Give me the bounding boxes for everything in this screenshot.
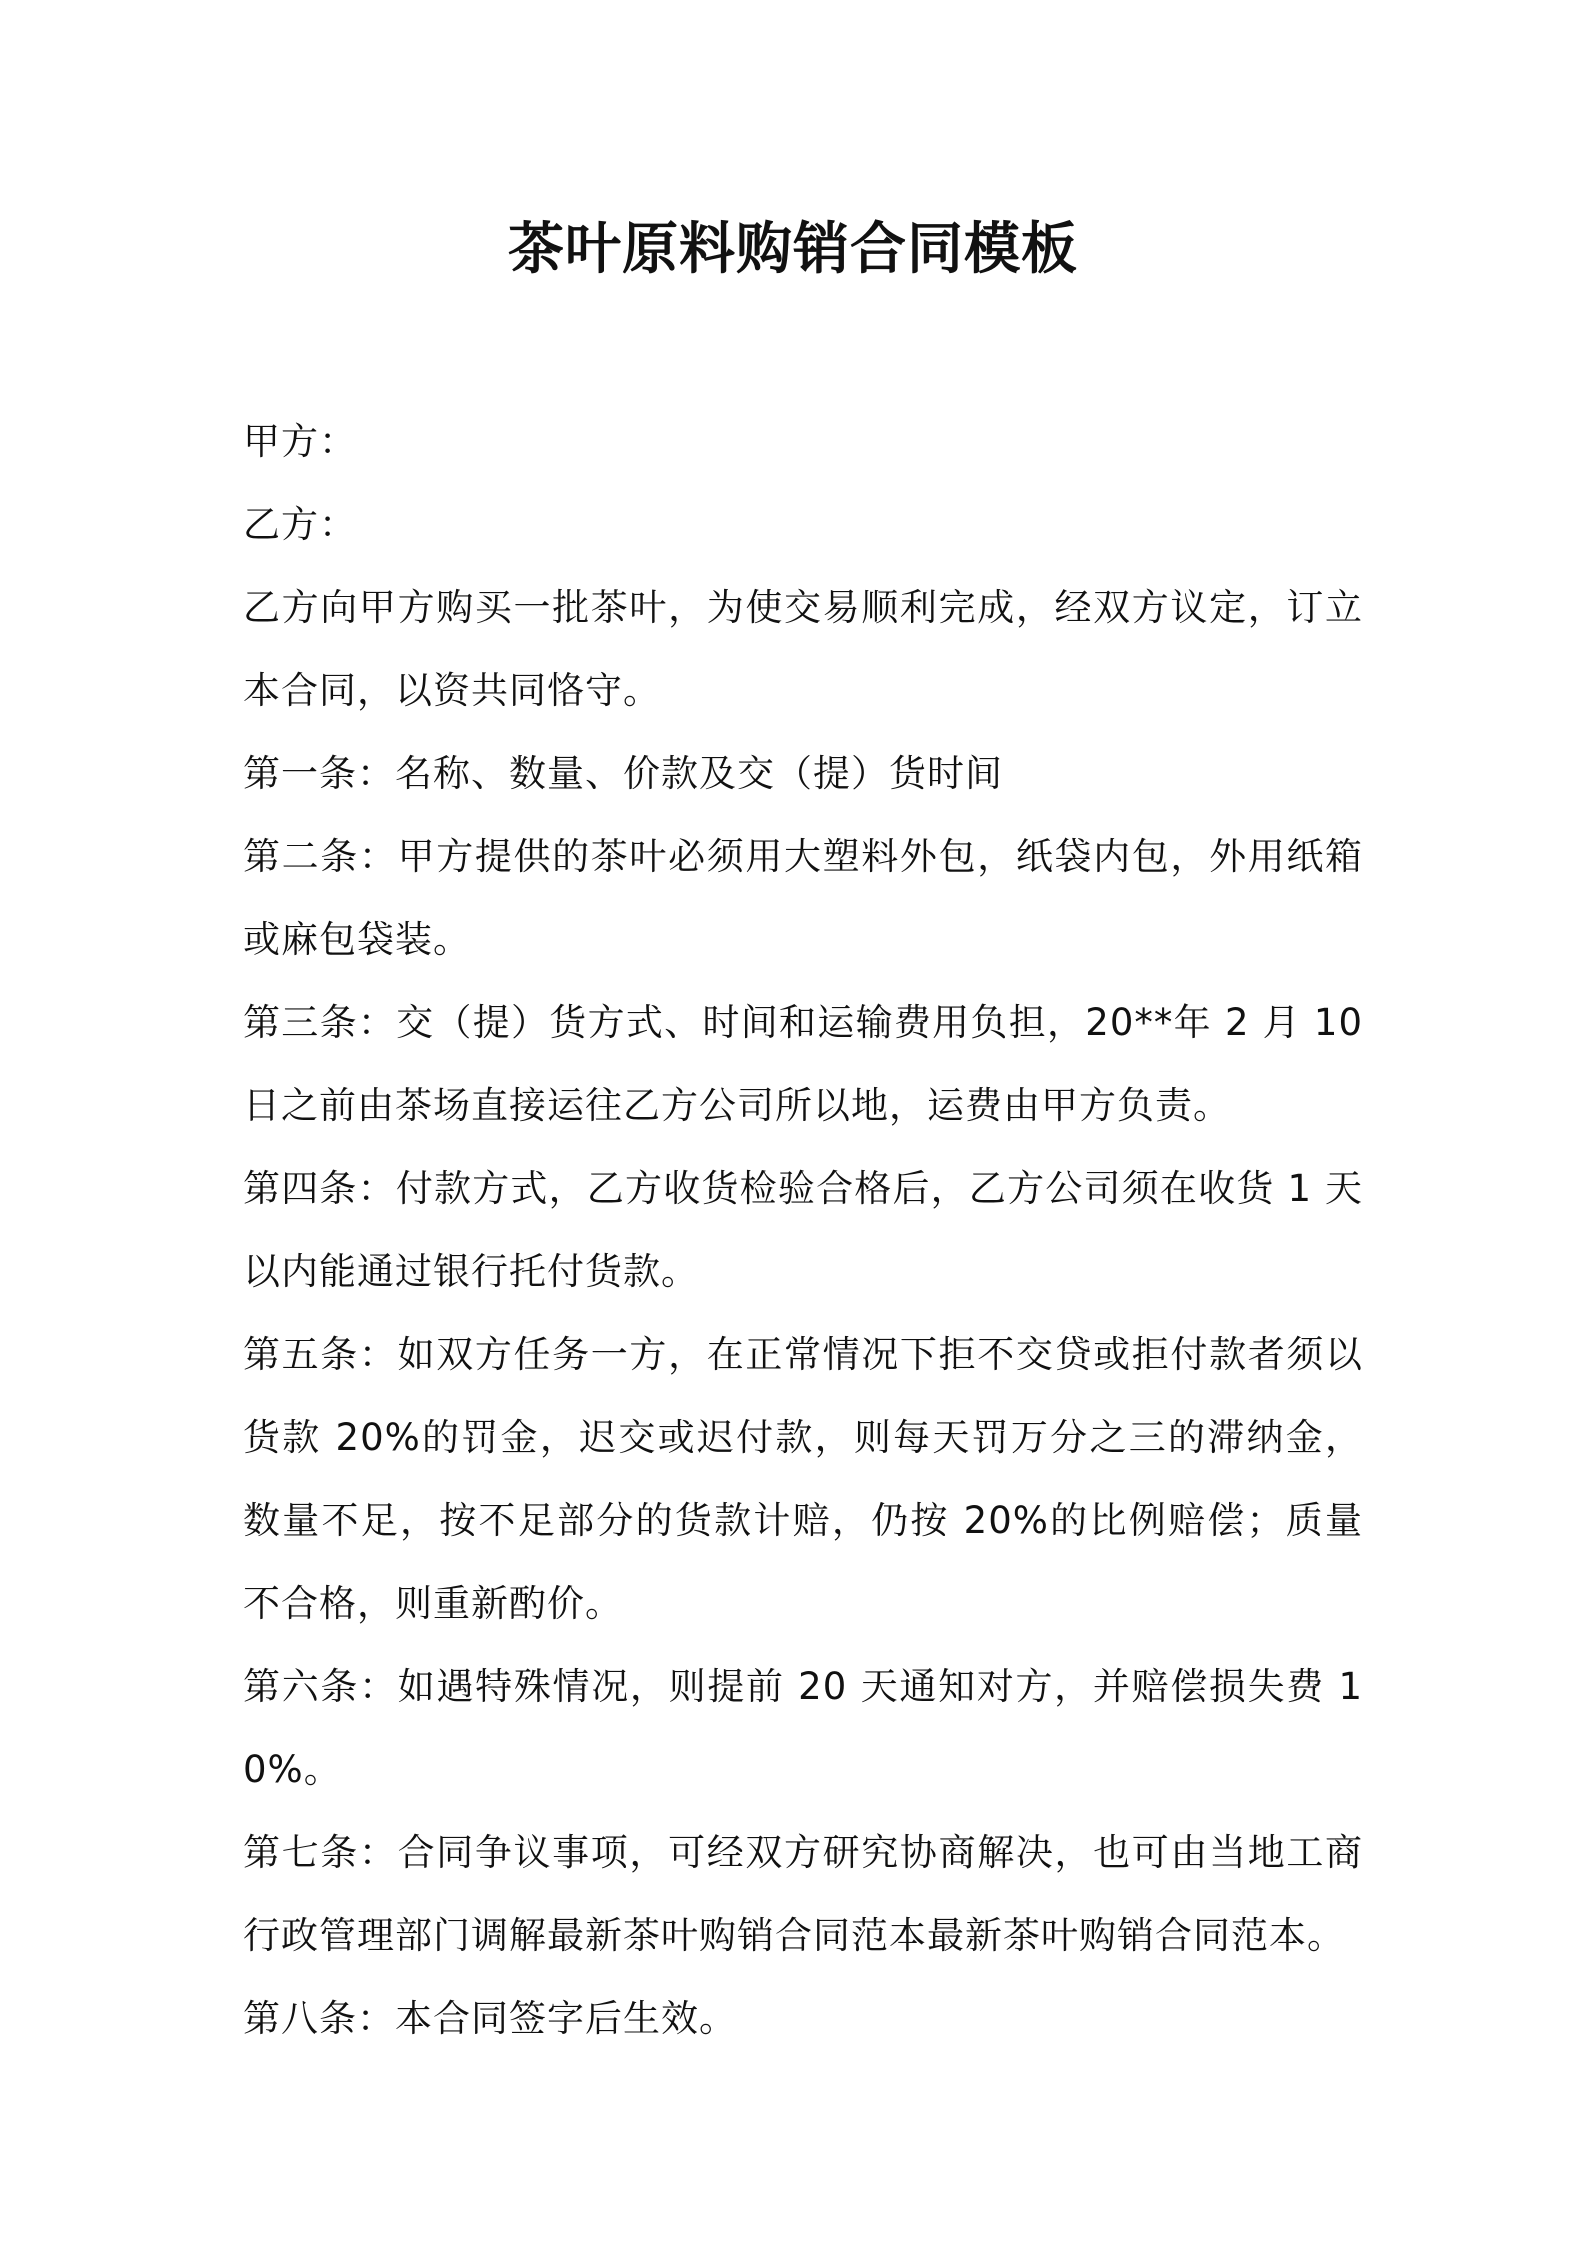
article-1: 第一条：名称、数量、价款及交（提）货时间: [243, 752, 1003, 795]
document-title: 茶叶原料购销合同模板: [508, 217, 1078, 282]
party-b-line: 乙方：: [243, 503, 357, 546]
article-8: 第八条：本合同签字后生效。: [243, 1997, 737, 2040]
article-7: 第七条：合同争议事项，可经双方研究协商解决，也可由当地工商行政管理部门调解最新茶叶购销合同范本最新茶叶购销合同范本。: [243, 1831, 1363, 1957]
article-4: 第四条：付款方式，乙方收货检验合格后，乙方公司须在收货 1 天以内能通过银行托付货款。: [243, 1167, 1363, 1293]
article-3: 第三条：交（提）货方式、时间和运输费用负担，20**年 2 月 10 日之前由茶场直接运往乙方公司所以地，运费由甲方负责。: [243, 1001, 1363, 1127]
article-5: 第五条：如双方任务一方，在正常情况下拒不交贷或拒付款者须以货款 20%的罚金，迟交或迟付款，则每天罚万分之三的滞纳金，数量不足，按不足部分的货款计赔，仍按 20%的比例赔偿；质量不合格，则重新酌价。: [243, 1333, 1363, 1625]
preamble-paragraph: 乙方向甲方购买一批茶叶，为使交易顺利完成，经双方议定，订立本合同，以资共同恪守。: [243, 586, 1363, 712]
document-body: [243, 400, 1363, 2060]
article-2: 第二条：甲方提供的茶叶必须用大塑料外包，纸袋内包，外用纸箱或麻包袋装。: [243, 835, 1363, 961]
article-6: 第六条：如遇特殊情况，则提前 20 天通知对方，并赔偿损失费 10%。: [243, 1665, 1363, 1791]
party-a-line: 甲方：: [243, 420, 357, 463]
